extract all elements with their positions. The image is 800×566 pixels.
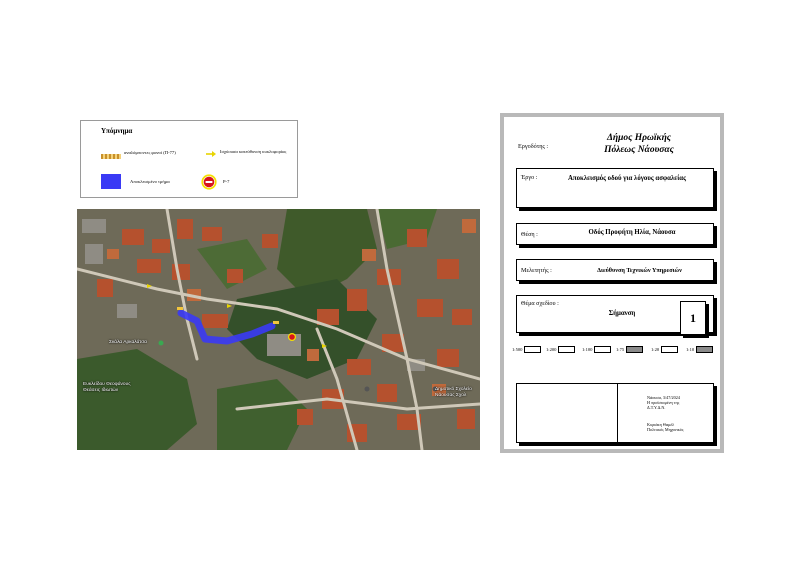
reflective-lights-symbol bbox=[101, 154, 121, 159]
map-label-theaseis: Ευκλείδου Θεοφάνους Θεάσεις Ιδιωτών bbox=[83, 382, 131, 393]
signature-divider bbox=[617, 384, 618, 442]
legend-label-closed: Αποκλεισμένο τμήμα bbox=[130, 179, 170, 184]
client-name-line2: Πόλεως Νάουσας bbox=[604, 145, 674, 155]
satellite-map[interactable] bbox=[77, 209, 480, 450]
project-value: Αποκλεισμός οδού για λόγους ασφαλείας bbox=[568, 175, 686, 182]
title-block bbox=[500, 113, 724, 453]
project-label: Έργο : bbox=[521, 174, 538, 181]
scale-option-10: 1:10 bbox=[686, 346, 713, 353]
sheet-number: 1 bbox=[690, 311, 696, 325]
scale-checkbox-selected bbox=[696, 346, 713, 353]
sheet-number-box bbox=[680, 301, 706, 335]
signatory-text: Κυριάκη Θαμέλ Πολιτικός Μηχανικός bbox=[647, 422, 684, 432]
scale-option-100: 1:100 bbox=[582, 346, 611, 353]
client-name-line1: Δήμος Ηρωϊκής bbox=[606, 133, 672, 143]
designer-label: Μελετητής : bbox=[521, 267, 552, 274]
legend-label-direction: Ισχύουσα κατεύθυνση κυκλοφορίας bbox=[220, 149, 287, 154]
designer-field bbox=[516, 259, 714, 281]
legend-label-reflective: αναλάμποντες φανοί (Π-77) bbox=[124, 150, 176, 155]
scale-option-20: 1:20 bbox=[651, 346, 678, 353]
scale-checkbox-selected bbox=[626, 346, 643, 353]
project-field bbox=[516, 168, 714, 208]
designer-value: Διεύθυνση Τεχνικών Υπηρεσιών bbox=[597, 267, 682, 274]
location-field bbox=[516, 223, 714, 245]
direction-arrow-icon bbox=[205, 150, 217, 158]
map-label-skala: Σκάλα Αρκαλάτσα bbox=[109, 340, 147, 345]
scale-selector bbox=[512, 346, 722, 356]
scale-checkbox bbox=[558, 346, 575, 353]
location-label: Θέση : bbox=[521, 231, 538, 238]
date-approval-text: Νάουσα, 3/47/2024 Η προϊσταμένη της Δ.Τ.Υ.Δ.Ν. bbox=[647, 395, 680, 410]
legend-title: Υπόμνημα bbox=[101, 127, 133, 135]
scale-option-500: 1:500 bbox=[512, 346, 541, 353]
no-entry-sign-icon bbox=[201, 174, 217, 190]
legend-box bbox=[80, 120, 298, 198]
signature-field bbox=[516, 383, 714, 443]
client-label: Εργοδότης : bbox=[518, 143, 549, 150]
subject-label: Θέμα σχεδίου : bbox=[521, 300, 559, 307]
map-imagery bbox=[77, 209, 480, 450]
scale-option-75: 1:75 bbox=[616, 346, 643, 353]
location-value: Οδός Προφήτη Ηλία, Νάουσα bbox=[588, 229, 676, 236]
closed-section-symbol bbox=[101, 174, 121, 189]
scale-checkbox bbox=[524, 346, 541, 353]
scale-checkbox bbox=[594, 346, 611, 353]
map-label-school: Δημοτικό Σχολείο Νάουσας Σχολ bbox=[435, 387, 472, 398]
subject-value: Σήμανση bbox=[608, 310, 636, 317]
scale-option-200: 1:200 bbox=[546, 346, 575, 353]
scale-checkbox bbox=[661, 346, 678, 353]
legend-label-p7: Ρ-7 bbox=[223, 179, 230, 184]
